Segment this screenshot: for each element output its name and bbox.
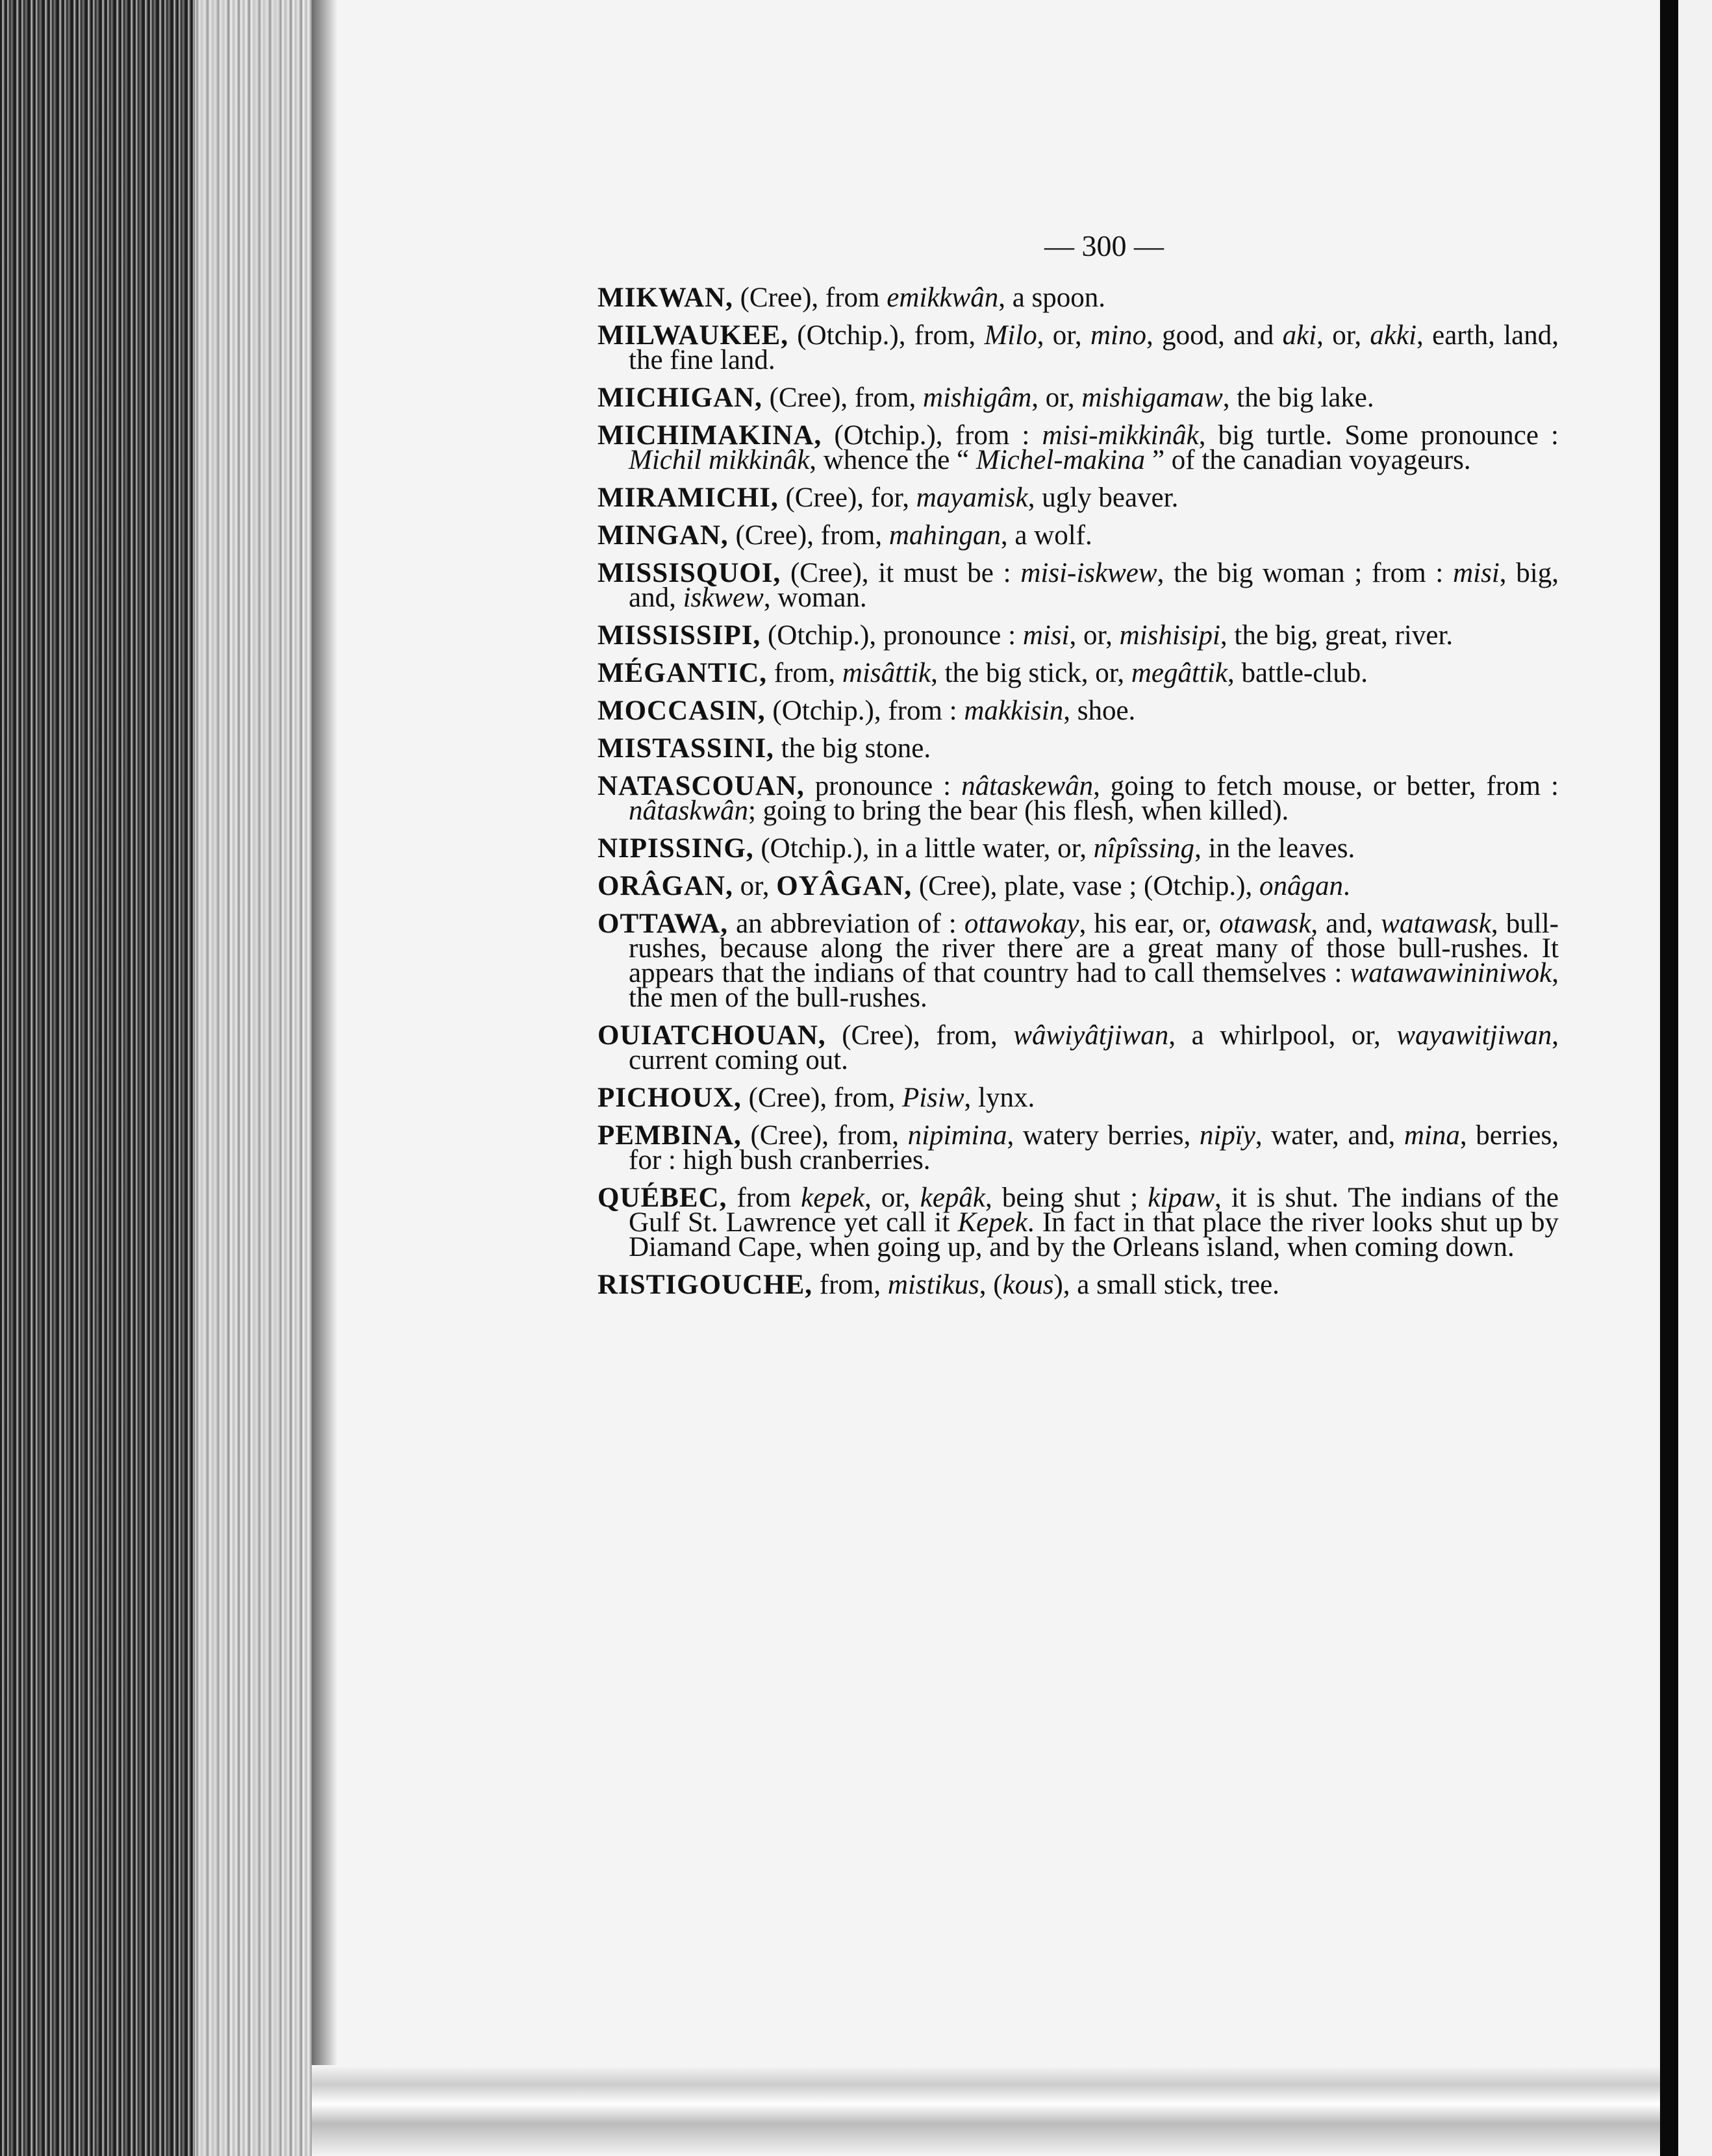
entry: MINGAN, (Cree), from, mahingan, a wolf.: [598, 520, 1092, 551]
entry: MISSISSIPI, (Otchip.), pronounce : misi, or, mishisipi, the big, great, river.: [598, 620, 1454, 651]
entry: MOCCASIN, (Otchip.), from : makkisin, shoe.: [598, 696, 1136, 726]
entry: MIRAMICHI, (Cree), for, mayamisk, ugly beaver.: [598, 483, 1179, 513]
entry: MISTASSINI, the big stone.: [598, 733, 931, 764]
entry: MISSISQUOI, (Cree), it must be : misi-iskwew, the big woman ; from : misi, big, and, iskwew, woman.: [598, 558, 1559, 613]
entry: MIKWAN, (Cree), from emikkwân, a spoon.: [598, 282, 1106, 313]
entry: NIPISSING, (Otchip.), in a little water, or, nîpîssing, in the leaves.: [598, 833, 1355, 864]
entry: MÉGANTIC, from, misâttik, the big stick, or, megâttik, battle-club.: [598, 658, 1368, 688]
entry: MILWAUKEE, (Otchip.), from, Milo, or, mino, good, and aki, or, akki, earth, land, the fine land.: [598, 320, 1559, 375]
entry: RISTIGOUCHE, from, mistikus, (kous), a small stick, tree.: [598, 1270, 1279, 1300]
entry: PEMBINA, (Cree), from, nipimina, watery berries, nipïy, water, and, mina, berries, for : high bush cranberries.: [598, 1120, 1559, 1175]
dictionary-entries: [598, 282, 1559, 1310]
entry: QUÉBEC, from kepek, or, kepâk, being shut ; kipaw, it is shut. The indians of the Gulf St. Lawrence yet call it Kepek. In fact in that place the river looks shut up by Diamand Cape, when going up, and by the Orleans island, when coming down.: [598, 1183, 1559, 1262]
book-page-edges: [0, 0, 325, 2156]
entry: MICHIMAKINA, (Otchip.), from : misi-mikkinâk, big turtle. Some pronounce : Michil mikkinâk, whence the “ Michel-makina ” of the canadian voyageurs.: [598, 420, 1559, 475]
page-bottom-edge: [312, 2065, 1660, 2156]
entry: OUIATCHOUAN, (Cree), from, wâwiyâtjiwan, a whirlpool, or, wayawitjiwan, current coming out.: [598, 1020, 1559, 1075]
entry: PICHOUX, (Cree), from, Pisiw, lynx.: [598, 1083, 1035, 1113]
entry: NATASCOUAN, pronounce : nâtaskewân, going to fetch mouse, or better, from : nâtaskwân; going to bring the bear (his flesh, when killed).: [598, 771, 1559, 826]
entry: OTTAWA, an abbreviation of : ottawokay, his ear, or, otawask, and, watawask, bull-rushes, because along the river there are a great many of those bull-rushes. It appears that the indians of that country had to call themselves : watawawininiwok, the men of the bull-rushes.: [598, 909, 1559, 1013]
entry: ORÂGAN, or, OYÂGAN, (Cree), plate, vase ; (Otchip.), onâgan.: [598, 871, 1350, 901]
binding-edge: [1660, 0, 1678, 2156]
entry: MICHIGAN, (Cree), from, mishigâm, or, mishigamaw, the big lake.: [598, 382, 1374, 413]
gutter-shadow: [312, 0, 338, 2156]
page-number: — 300 —: [1044, 229, 1164, 262]
facing-page-strip: [1678, 0, 1712, 2156]
